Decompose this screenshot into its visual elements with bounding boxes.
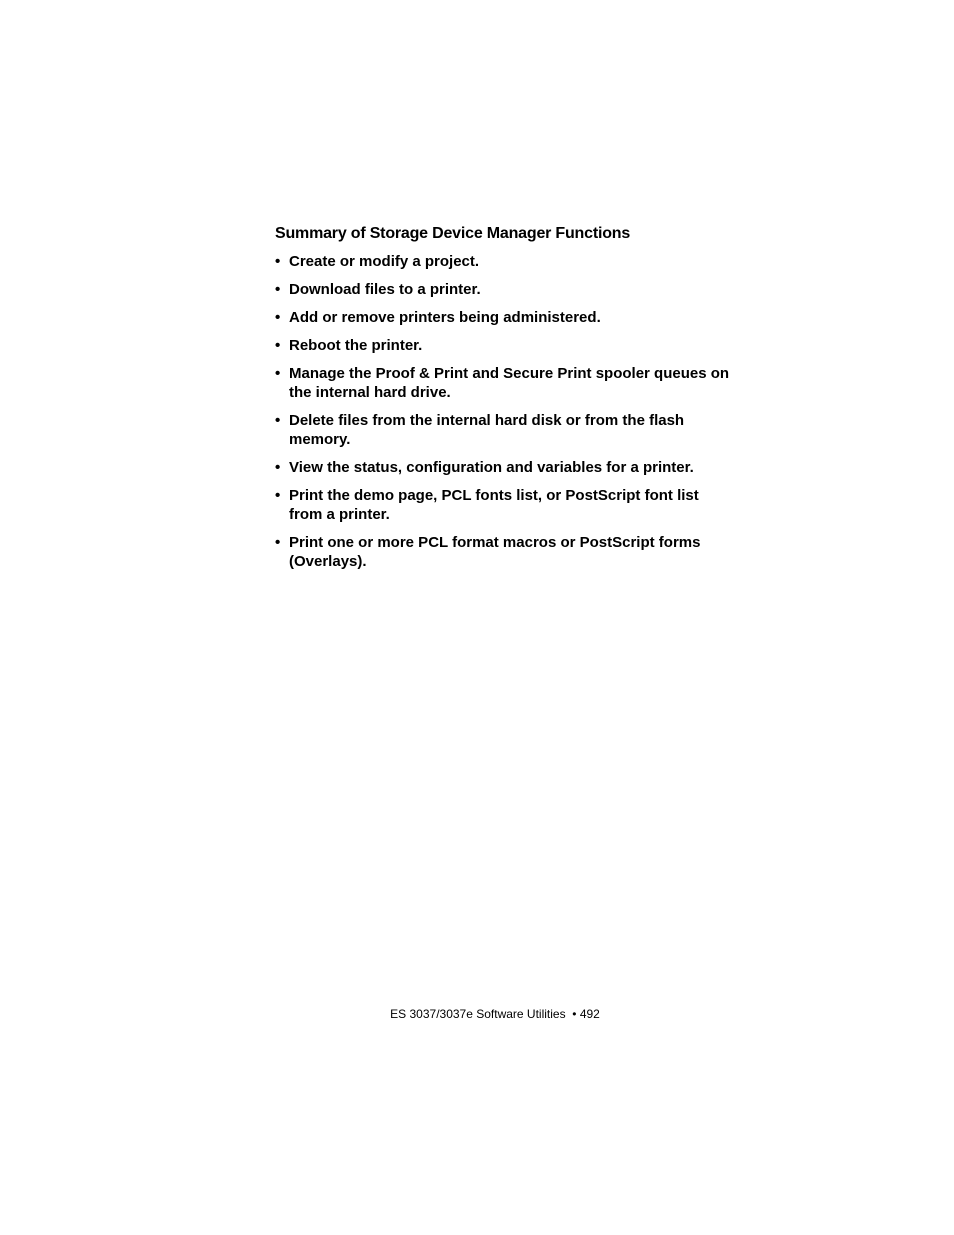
list-item-text: Add or remove printers being administered. bbox=[289, 309, 601, 326]
list-item-text: Delete files from the internal hard disk or from the flash memory. bbox=[289, 412, 685, 448]
main-content bbox=[275, 223, 735, 580]
list-item-text: View the status, configuration and variables for a printer. bbox=[289, 459, 694, 476]
footer-separator: • bbox=[572, 1007, 577, 1021]
bullet-icon: • bbox=[275, 459, 281, 476]
list-item-text: Create or modify a project. bbox=[289, 253, 480, 270]
list-item bbox=[275, 280, 735, 299]
list-item bbox=[275, 411, 735, 449]
list-item bbox=[275, 458, 735, 477]
list-item bbox=[275, 364, 735, 402]
list-item bbox=[275, 533, 735, 571]
page-footer bbox=[0, 1006, 954, 1022]
bullet-icon: • bbox=[275, 534, 281, 551]
list-item bbox=[275, 486, 735, 524]
list-item-text: Download files to a printer. bbox=[289, 281, 481, 298]
function-list bbox=[275, 252, 735, 571]
bullet-icon: • bbox=[275, 337, 281, 354]
bullet-icon: • bbox=[275, 309, 281, 326]
bullet-icon: • bbox=[275, 412, 281, 429]
section-heading: Summary of Storage Device Manager Functions bbox=[275, 225, 631, 242]
page-number: 492 bbox=[579, 1007, 600, 1021]
list-item bbox=[275, 252, 735, 271]
list-item-text: Print one or more PCL format macros or PostScript forms (Overlays). bbox=[289, 534, 701, 570]
bullet-icon: • bbox=[275, 365, 281, 382]
bullet-icon: • bbox=[275, 281, 281, 298]
list-item-text: Print the demo page, PCL fonts list, or PostScript font list from a printer. bbox=[289, 487, 699, 523]
footer-text bbox=[390, 1006, 600, 1022]
list-item bbox=[275, 336, 735, 355]
footer-title: ES 3037/3037e Software Utilities bbox=[390, 1007, 566, 1021]
bullet-icon: • bbox=[275, 253, 281, 270]
list-item-text: Manage the Proof & Print and Secure Print spooler queues on the internal hard drive. bbox=[289, 365, 730, 401]
list-item bbox=[275, 308, 735, 327]
list-item-text: Reboot the printer. bbox=[289, 337, 423, 354]
bullet-icon: • bbox=[275, 487, 281, 504]
